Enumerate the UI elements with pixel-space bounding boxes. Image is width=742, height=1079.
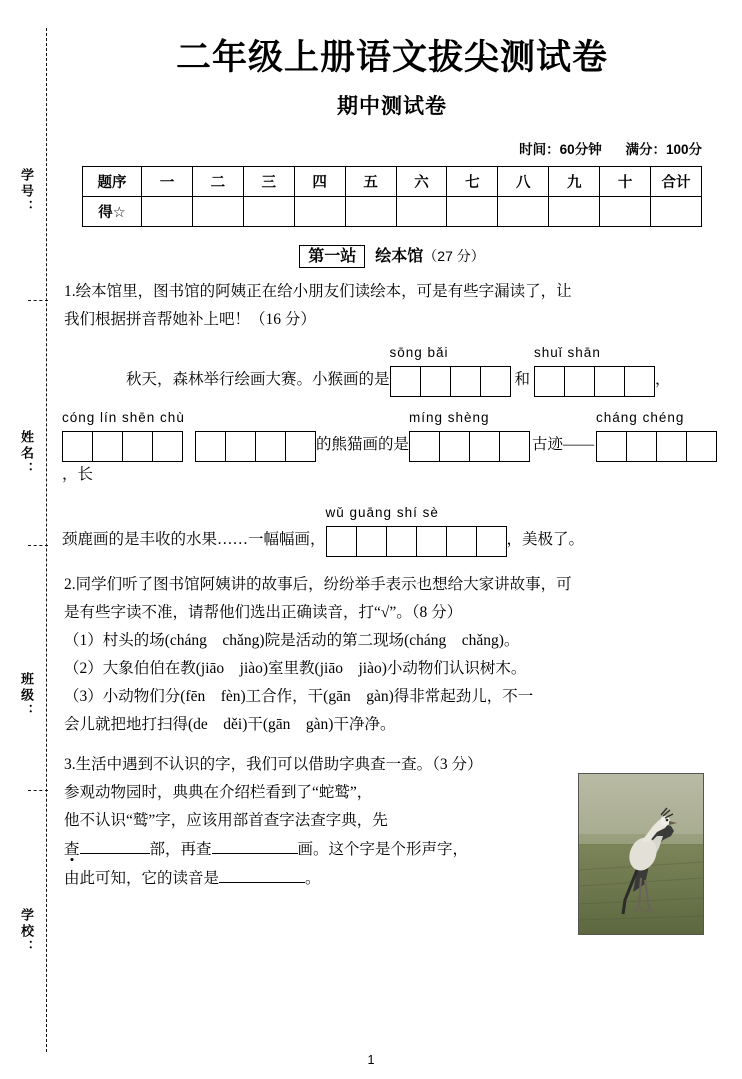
question-3-text-1: 生活中遇到不认识的字，我们可以借助字典查一查。: [75, 756, 433, 773]
score-col-1: 一: [142, 167, 193, 197]
score-value-5[interactable]: [345, 197, 396, 227]
score-value-1[interactable]: [142, 197, 193, 227]
question-2-item-1[interactable]: （1）村头的场(cháng chǎng)院是活动的第二现场(cháng chǎng)。: [64, 632, 520, 649]
score-col-9: 九: [549, 167, 600, 197]
question-1-text-1: 绘本馆里，图书馆的阿姨正在给小朋友们读绘本，可是有些字漏读了，让: [75, 283, 572, 300]
exam-meta: [62, 138, 722, 158]
question-3-blank-strokes[interactable]: [212, 835, 298, 854]
question-2: [62, 571, 722, 739]
exam-total-score: 满分：100分: [625, 142, 702, 157]
question-2-item-3-cont[interactable]: 会儿就把地打扫得(de děi)干(gān gàn)干净净。: [64, 716, 396, 733]
q1-pinyin-wuguangshise: wǔ guāng shí sè: [325, 505, 439, 520]
station-name: 绘本馆: [375, 248, 424, 265]
dashed-fold-line: [46, 28, 47, 1052]
question-3-number: 3.: [64, 756, 76, 773]
score-value-7[interactable]: [447, 197, 498, 227]
score-col-6: 六: [396, 167, 447, 197]
question-3-text-hua: 画。这个字是个形声字，: [297, 841, 469, 858]
question-3-body-2: 他不认识“鹫”字，应该用部首查字法查字典，先: [64, 812, 388, 829]
q1-pinyin-changcheng: cháng chéng: [596, 410, 685, 425]
question-3-text-end: 。: [305, 870, 321, 887]
score-value-total[interactable]: [651, 197, 702, 227]
q1-text-g: 颈鹿画的是丰收的水果……一幅幅画，: [62, 531, 326, 548]
q1-text-b: 和: [514, 371, 531, 388]
score-value-4[interactable]: [294, 197, 345, 227]
q1-answer-grid-mingsheng[interactable]: [409, 405, 530, 462]
score-row-label-points: 得☆: [83, 197, 142, 227]
section-header-station-1: [62, 243, 722, 266]
question-2-number: 2.: [64, 576, 76, 593]
q1-text-d: 的熊猫画的是: [316, 436, 410, 453]
question-2-item-3[interactable]: （3）小动物们分(fēn fèn)工合作，干(gān gàn)得非常起劲儿，不一: [64, 688, 534, 705]
score-table: [82, 166, 702, 227]
question-3-text-pron: 由此可知，它的读音是: [64, 870, 220, 887]
page-title: 二年级上册语文拔尖测试卷: [175, 38, 608, 77]
score-value-8[interactable]: [498, 197, 549, 227]
score-value-10[interactable]: [600, 197, 651, 227]
q1-fill-row-a: [62, 340, 722, 397]
question-3: [62, 751, 722, 893]
q1-answer-grid-shuishan[interactable]: [534, 340, 655, 397]
score-row-label-question: 题序: [83, 167, 142, 197]
q1-fill-row-c: [62, 500, 722, 557]
question-2-text-1: 同学们听了图书馆阿姨讲的故事后，纷纷举手表示也想给大家讲故事，可: [75, 576, 572, 593]
page-subtitle: 期中测试卷: [337, 95, 447, 118]
margin-label-school: 学校：: [19, 908, 34, 956]
question-2-line-2: [62, 599, 722, 627]
margin-label-class: 班级：: [19, 672, 34, 720]
question-2-points: （8 分）: [411, 604, 463, 621]
question-3-body-1: 参观动物园时，典典在介绍栏看到了“蛇鹫”，: [64, 784, 373, 801]
margin-label-student-id: 学号：: [19, 168, 34, 216]
binding-margin: [0, 0, 56, 1079]
score-value-9[interactable]: [549, 197, 600, 227]
question-1: [62, 278, 722, 557]
question-1-text-2: 我们根据拼音帮她补上吧！: [64, 311, 251, 328]
q1-pinyin-conglinshenchu: cóng lín shēn chù: [62, 410, 185, 425]
q1-text-e: 古迹——: [532, 436, 595, 453]
q1-answer-grid-conglin[interactable]: [62, 405, 316, 462]
score-col-8: 八: [498, 167, 549, 197]
question-3-text-bu: 部，再查: [149, 841, 212, 858]
score-value-6[interactable]: [396, 197, 447, 227]
question-3-blank-pronunciation[interactable]: [219, 864, 305, 883]
q1-answer-grid-songbai[interactable]: [390, 340, 511, 397]
question-1-line-2: [62, 306, 722, 334]
question-2-line-1: [62, 571, 722, 599]
score-table-header-row: [83, 167, 702, 197]
q1-text-a: 秋天，森林举行绘画大赛。小猴画的是: [126, 371, 390, 388]
question-2-item-2[interactable]: （2）大象伯伯在教(jiāo jiào)室里教(jiāo jiào)小动物们认识树木。: [64, 660, 527, 677]
score-value-2[interactable]: [192, 197, 243, 227]
score-value-3[interactable]: [243, 197, 294, 227]
score-col-7: 七: [447, 167, 498, 197]
q1-text-h: ，美极了。: [506, 531, 585, 548]
secretary-bird-photo: [578, 773, 704, 935]
q1-text-c: ，: [655, 371, 671, 388]
score-col-10: 十: [600, 167, 651, 197]
question-3-blank-radical[interactable]: [80, 835, 150, 854]
margin-tick: [28, 790, 48, 791]
score-table-value-row: [83, 197, 702, 227]
page-number: 1: [367, 1053, 375, 1067]
score-col-3: 三: [243, 167, 294, 197]
q1-pinyin-mingsheng: míng shèng: [409, 410, 490, 425]
question-2-text-2: 是有些字读不准，请帮他们选出正确读音，打“√”。: [64, 604, 412, 621]
question-1-line-1: [62, 278, 722, 306]
q1-fill-row-b: [62, 405, 722, 492]
question-1-number: 1.: [64, 283, 76, 300]
q1-text-f: ，长: [62, 466, 94, 483]
q1-answer-grid-wuguangshise[interactable]: [326, 500, 507, 557]
score-col-total: 合计: [651, 167, 702, 197]
exam-time: 时间：60分钟: [519, 142, 602, 157]
station-points: （27 分）: [423, 248, 485, 264]
q1-answer-grid-changcheng[interactable]: [596, 405, 717, 462]
q1-pinyin-songbai: sōng bǎi: [389, 345, 449, 360]
score-col-5: 五: [345, 167, 396, 197]
question-1-points: （16 分）: [250, 311, 316, 328]
q1-pinyin-shuishan: shuǐ shān: [534, 345, 601, 360]
margin-label-name: 姓名：: [19, 430, 34, 478]
score-col-2: 二: [192, 167, 243, 197]
paper-content: [62, 0, 722, 893]
question-3-text-cha: 查: [64, 841, 80, 858]
margin-tick: [28, 300, 48, 301]
margin-tick: [28, 545, 48, 546]
question-3-points: （3 分）: [432, 756, 483, 773]
score-col-4: 四: [294, 167, 345, 197]
station-badge: 第一站: [299, 245, 365, 268]
